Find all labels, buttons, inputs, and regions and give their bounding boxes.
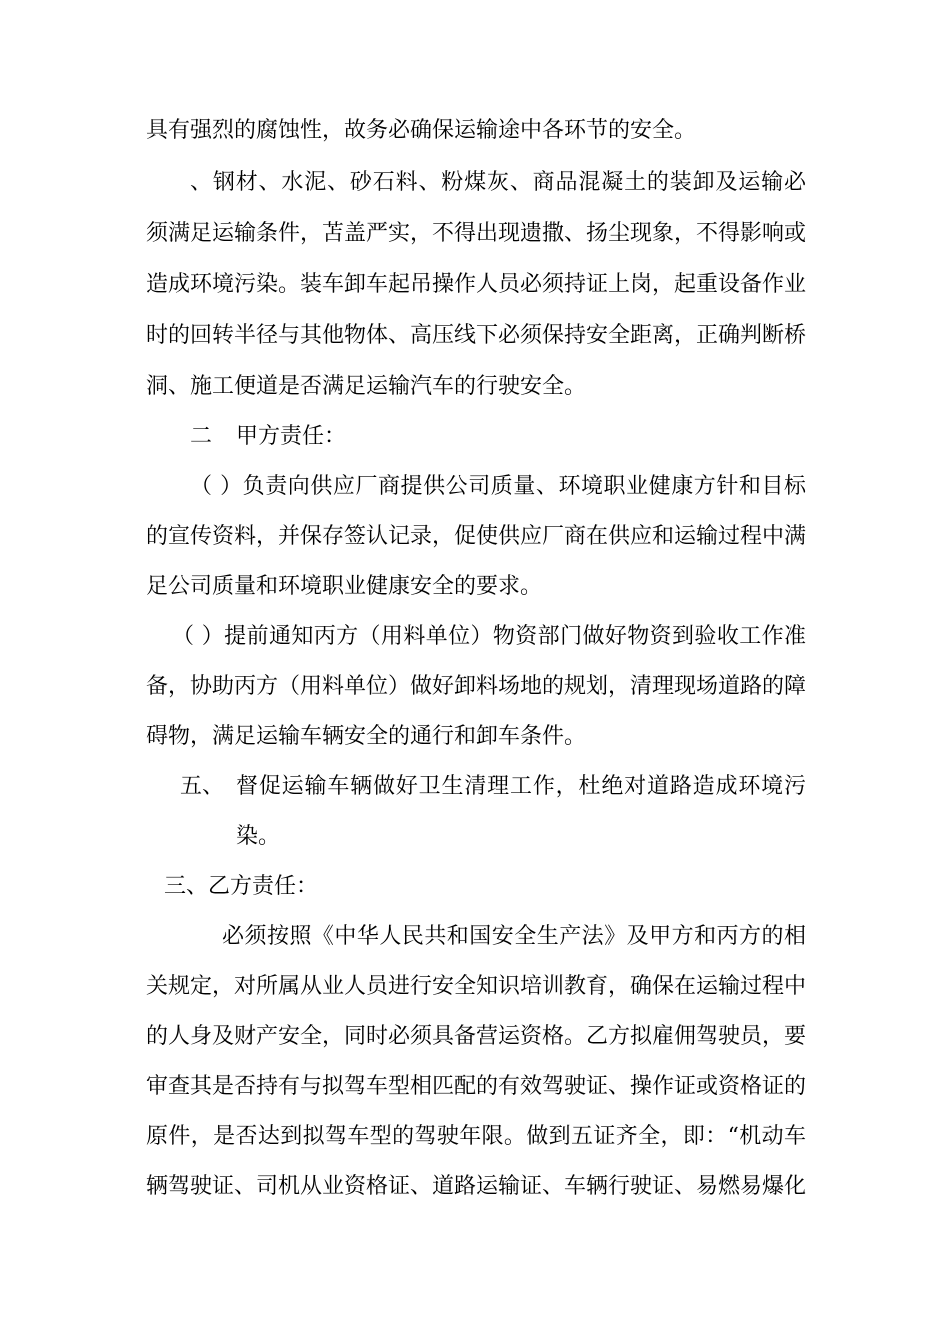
text-line-19: 必须按照《中华人民共和国安全生产法》及甲方和丙方的相 (222, 924, 806, 949)
section-heading-party-a: 甲方责任： (236, 424, 347, 449)
text-line-3: 须满足运输条件，苫盖严实，不得出现遗撒、扬尘现象，不得影响或 (146, 221, 807, 246)
text-line-23: 原件，是否达到拟驾车型的驾驶年限。做到五证齐全，即：“机动车 (146, 1124, 806, 1149)
text-line-21: 的人身及财产安全，同时必须具备营运资格。乙方拟雇佣驾驶员，要 (146, 1024, 807, 1049)
text-line-24: 辆驾驶证、司机从业资格证、道路运输证、车辆行驶证、易燃易爆化 (146, 1174, 807, 1199)
text-line-10: 的宣传资料，并保存签认记录，促使供应厂商在供应和运输过程中满 (146, 524, 807, 549)
text-line-5: 时的回转半径与其他物体、高压线下必须保持安全距离，正确判断桥 (146, 323, 807, 348)
list-number-5: 五、 (180, 774, 225, 799)
text-line-17: 染。 (236, 824, 281, 849)
text-line-22: 审查其是否持有与拟驾车型相匹配的有效驾驶证、操作证或资格证的 (146, 1074, 807, 1099)
text-line-9: （ ）负责向供应厂商提供公司质量、环境职业健康方针和目标 (190, 474, 806, 499)
text-line-11: 足公司质量和环境职业健康安全的要求。 (146, 574, 543, 599)
text-line-16: 督促运输车辆做好卫生清理工作，杜绝对道路造成环境污 (236, 774, 806, 799)
text-line-12: （ ）提前通知丙方（用料单位）物资部门做好物资到验收工作准 (172, 624, 806, 649)
text-line-14: 碍物，满足运输车辆安全的通行和卸车条件。 (146, 724, 587, 749)
text-line-4: 造成环境污染。装车卸车起吊操作人员必须持证上岗，起重设备作业 (146, 272, 807, 297)
text-line-2: 、钢材、水泥、砂石料、粉煤灰、商品混凝土的装卸及运输必 (190, 170, 806, 195)
text-line-13: 备，协助丙方（用料单位）做好卸料场地的规划，清理现场道路的障 (146, 674, 807, 699)
text-line-1: 具有强烈的腐蚀性，故务必确保运输途中各环节的安全。 (146, 118, 697, 143)
text-line-6: 洞、施工便道是否满足运输汽车的行驶安全。 (146, 374, 587, 399)
section-number-2: 二 (190, 424, 213, 449)
section-heading-party-b: 三、乙方责任： (164, 874, 319, 899)
text-line-20: 关规定，对所属从业人员进行安全知识培训教育，确保在运输过程中 (146, 974, 807, 999)
